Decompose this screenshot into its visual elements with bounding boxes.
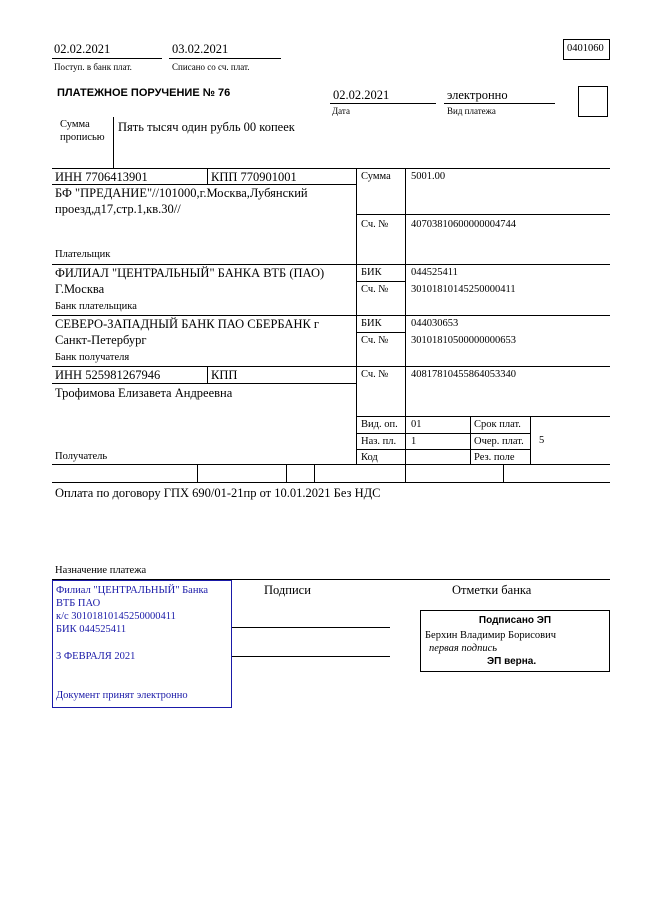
signatures-label: Подписи	[264, 583, 311, 597]
payer-bank-bottom-line	[52, 315, 610, 316]
sum-value: 5001.00	[411, 171, 446, 182]
amount-words-label-2: прописью	[60, 132, 105, 143]
details-row2-line	[356, 433, 530, 434]
tax-cell-divider-4	[405, 464, 406, 482]
label-column-left	[356, 168, 357, 464]
purpose-code-label: Наз. пл.	[361, 436, 397, 447]
tax-cell-divider-1	[197, 464, 198, 482]
signature-line-2	[232, 656, 390, 657]
reserve-label: Рез. поле	[474, 452, 515, 463]
stamp-footer: Документ принят электронно	[56, 690, 188, 701]
payee-bank-account-label: Сч. №	[361, 335, 389, 346]
payment-type-label: Вид платежа	[447, 106, 496, 116]
form-code: 0401060	[567, 43, 604, 54]
payer-account-label: Сч. №	[361, 219, 389, 230]
op-type: 01	[411, 419, 422, 430]
payee-bank-bottom-line	[52, 366, 610, 367]
details-mid-divider	[470, 416, 471, 464]
payee-kpp: КПП	[211, 368, 238, 382]
priority-label: Очер. плат.	[474, 436, 524, 447]
tax-cell-divider-3	[314, 464, 315, 482]
payer-inn: ИНН 7706413901	[55, 170, 148, 184]
tax-row-top-line	[52, 464, 610, 465]
bank-stamp	[52, 580, 232, 708]
amount-words-value: Пять тысяч один рубль 00 копеек	[118, 120, 295, 134]
payer-bank-bik-line	[356, 281, 405, 282]
e-signature-role: первая подпись	[429, 643, 498, 654]
op-type-label: Вид. оп.	[361, 419, 398, 430]
payer-label: Плательщик	[55, 249, 111, 260]
payer-kpp: КПП 770901001	[211, 170, 297, 184]
payee-bank-name-2: Санкт-Петербург	[55, 333, 147, 347]
debited-date-label: Списано со сч. плат.	[172, 62, 250, 72]
payee-name: Трофимова Елизавета Андреевна	[55, 386, 233, 400]
payee-bank-bik-label: БИК	[361, 318, 382, 329]
signature-line-1	[232, 627, 390, 628]
payee-bank-name-1: СЕВЕРО-ЗАПАДНЫЙ БАНК ПАО СБЕРБАНК г	[55, 317, 320, 331]
payee-account-label: Сч. №	[361, 369, 389, 380]
order-date-line	[330, 103, 436, 104]
tax-row-bottom-line	[52, 482, 610, 483]
purpose-label: Назначение платежа	[55, 565, 147, 576]
e-signature-signer: Берхин Владимир Борисович	[425, 630, 556, 641]
label-column-right	[405, 168, 406, 464]
payment-type-line	[444, 103, 555, 104]
stamp-line-1: Филиал "ЦЕНТРАЛЬНЫЙ" Банка	[56, 585, 209, 596]
payee-inn: ИНН 525981267946	[55, 368, 161, 382]
document-title: ПЛАТЕЖНОЕ ПОРУЧЕНИЕ № 76	[57, 87, 231, 99]
stamp-line-3: к/с 30101810145250000411	[56, 611, 176, 622]
term-label: Срок плат.	[474, 419, 521, 430]
form-code-box	[563, 39, 610, 60]
order-date: 02.02.2021	[333, 88, 390, 102]
payee-bank-account: 30101810500000000653	[411, 335, 516, 346]
sum-label: Сумма	[361, 171, 391, 182]
received-date-line	[52, 58, 162, 59]
code-label: Код	[361, 452, 378, 463]
stamp-line-4: БИК 044525411	[56, 624, 127, 635]
payee-inn-row-line	[52, 383, 356, 384]
payer-name-1: БФ "ПРЕДАНИЕ"//101000,г.Москва,Лубянский	[55, 186, 308, 200]
sum-row-line	[356, 214, 610, 215]
payer-bank-bik-label: БИК	[361, 267, 382, 278]
bank-marks-label: Отметки банка	[452, 583, 532, 597]
payer-bank-account-label: Сч. №	[361, 284, 389, 295]
stamp-line-2: ВТБ ПАО	[56, 598, 101, 609]
debited-date: 03.02.2021	[172, 42, 229, 56]
amount-words-label-1: Сумма	[60, 119, 90, 130]
payer-bank-name-2: Г.Москва	[55, 282, 105, 296]
inn-kpp-divider	[207, 168, 208, 184]
stamp-date: 3 ФЕВРАЛЯ 2021	[56, 651, 136, 662]
debited-date-line	[169, 58, 281, 59]
priority: 5	[539, 435, 545, 446]
amount-words-divider	[113, 117, 114, 168]
payee-inn-kpp-divider	[207, 366, 208, 383]
payee-bank-label: Банк получателя	[55, 352, 130, 363]
payer-name-2: проезд,д17,стр.1,кв.30//	[55, 202, 181, 216]
details-top-line	[356, 416, 610, 417]
tax-cell-divider-2	[286, 464, 287, 482]
purpose-text: Оплата по договору ГПХ 690/01-21пр от 10.01.2021 Без НДС	[55, 486, 381, 500]
payer-account: 40703810600000004744	[411, 219, 516, 230]
payee-bank-bik: 044030653	[411, 318, 459, 329]
received-date-label: Поступ. в банк плат.	[54, 62, 132, 72]
payer-bank-name-1: ФИЛИАЛ "ЦЕНТРАЛЬНЫЙ" БАНКА ВТБ (ПАО)	[55, 266, 325, 280]
e-signature-title: Подписано ЭП	[478, 615, 552, 626]
empty-field-box	[578, 86, 608, 117]
payee-label: Получатель	[55, 451, 108, 462]
payee-account: 40817810455864053340	[411, 369, 516, 380]
payer-bank-bik: 044525411	[411, 267, 458, 278]
purpose-code: 1	[411, 436, 417, 447]
payer-bank-account: 30101810145250000411	[411, 284, 516, 295]
payment-type: электронно	[447, 88, 508, 102]
received-date: 02.02.2021	[54, 42, 111, 56]
e-signature-status: ЭП верна.	[487, 656, 537, 667]
details-row3-line	[356, 449, 530, 450]
order-date-label: Дата	[332, 106, 350, 116]
tax-cell-divider-5	[503, 464, 504, 482]
payee-bank-bik-line	[356, 332, 405, 333]
e-signature-box	[420, 610, 610, 672]
details-right-divider	[530, 416, 531, 464]
table-top-line	[52, 168, 610, 169]
payer-bottom-line	[52, 264, 610, 265]
inn-row-line	[52, 184, 356, 185]
payer-bank-label: Банк плательщика	[55, 301, 137, 312]
